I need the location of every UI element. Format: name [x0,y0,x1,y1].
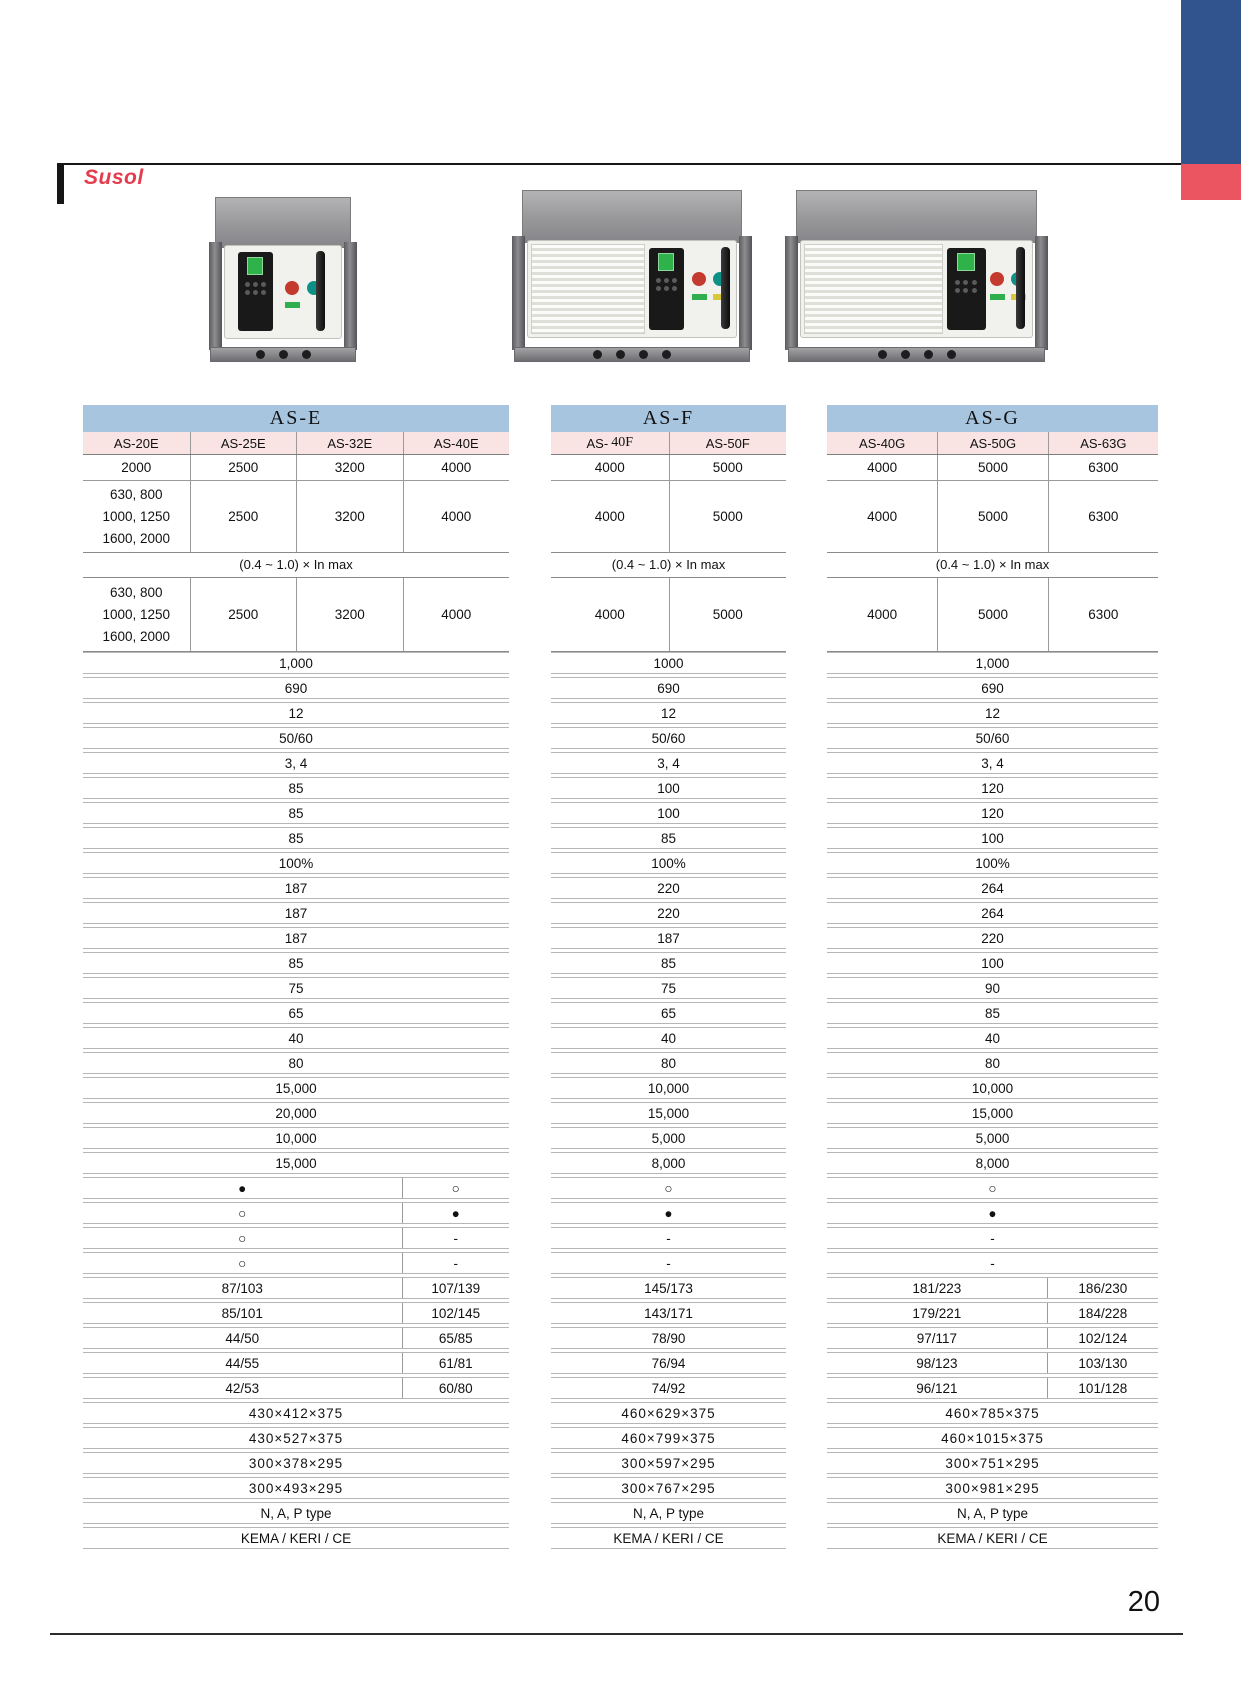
trip-unit-display [957,253,975,271]
breaker-top-cover [215,197,351,248]
table-cell-left: 97/117 [827,1328,1048,1348]
table-row: 460×799×375 [551,1427,786,1449]
table-row: 300×378×295 [83,1452,509,1474]
frame-value: 6300 [1048,455,1158,480]
table-row: - [551,1252,786,1274]
table-row: 3, 4 [551,752,786,774]
table-cell-right: 186/230 [1078,1280,1128,1296]
rated-current-row [83,481,509,553]
base-knob-icon [616,350,625,359]
table-row: 145/173 [551,1277,786,1299]
frame-value: 5000 [669,455,787,480]
table-row: 85 [551,952,786,974]
status-label-icon [285,302,300,308]
model-name: AS-40G [859,435,906,451]
trip-unit-module [649,248,684,331]
table-title: AS-F [551,405,786,432]
header-rule [57,163,1181,165]
rated-value: 3200 [296,481,403,552]
table-cell-left: ○ [83,1228,403,1248]
base-knob-icon [256,350,265,359]
model-name: AS-20E [113,435,159,451]
side-rail-right-icon [739,236,752,350]
trip-unit-keys [955,280,977,293]
table-cell-right: ○ [451,1180,460,1196]
table-row: 15,000 [83,1077,509,1099]
table-row: 40 [827,1027,1158,1049]
rated-current-row [827,481,1158,553]
setting-range-note: (0.4 ~ 1.0) × In max [551,553,786,578]
table-cell-right: 184/228 [1078,1305,1128,1321]
model-name: AS-50G [937,432,1047,454]
spec-table-as-e [83,405,509,1552]
setting-current-list: 630, 800 1000, 1250 1600, 2000 [102,584,171,644]
setting-value: 3200 [296,578,403,651]
table-row: 100% [827,852,1158,874]
table-row: 300×751×295 [827,1452,1158,1474]
table-row: 220 [827,927,1158,949]
frame-row [827,455,1158,481]
front-panel [800,240,1033,338]
model-name: AS- 40F [586,435,633,451]
setting-value: 4000 [867,607,898,622]
table-row: 15,000 [827,1102,1158,1124]
table-row: 85 [827,1002,1158,1024]
table-row: - [827,1227,1158,1249]
table-cell-left: ● [83,1178,403,1198]
table-row: - [551,1227,786,1249]
table-row: N, A, P type [83,1502,509,1524]
current-setting-row [827,578,1158,652]
table-cell-left: 87/103 [83,1278,403,1298]
table-row: N, A, P type [551,1502,786,1524]
table-row: 8,000 [551,1152,786,1174]
corner-red-block [1181,164,1241,200]
table-row: 220 [551,877,786,899]
table-row: 12 [827,702,1158,724]
brand-logo: Susol [84,166,144,189]
spec-table-as-f [551,405,786,1552]
table-row: ● [827,1202,1158,1224]
table-cell-right: 102/124 [1078,1330,1128,1346]
table-row: 690 [83,677,509,699]
table-cell-left: 181/223 [827,1278,1048,1298]
model-name: AS-63G [1048,432,1158,454]
breaker-top-cover [522,190,743,243]
table-row [83,1277,509,1299]
rated-current-list: 630, 800 1000, 1250 1600, 2000 [102,486,171,546]
frame-value: 2500 [190,455,297,480]
product-photo-as-f [512,190,752,362]
setting-range-note: (0.4 ~ 1.0) × In max [827,553,1158,578]
table-row: 85 [83,802,509,824]
table-cell-left: ○ [83,1203,403,1223]
spec-table-as-g [827,405,1158,1552]
rated-value: 4000 [594,509,625,524]
model-header-row [827,432,1158,455]
trip-unit-keys [656,278,676,291]
table-row: 20,000 [83,1102,509,1124]
table-title: AS-G [827,405,1158,432]
setting-range-note: (0.4 ~ 1.0) × In max [83,553,509,578]
table-row: 15,000 [83,1152,509,1174]
table-row: ● [551,1202,786,1224]
table-row [83,1327,509,1349]
model-name: AS-50F [669,432,787,454]
table-row: KEMA / KERI / CE [551,1527,786,1549]
frame-value: 4000 [594,460,625,475]
table-row: 50/60 [551,727,786,749]
table-row: KEMA / KERI / CE [827,1527,1158,1549]
base-knob-icon [947,350,956,359]
frame-value: 4000 [403,455,510,480]
rated-value: 4000 [867,509,898,524]
rated-current-row [551,481,786,553]
table-row [83,1352,509,1374]
model-name: AS-40E [403,432,510,454]
setting-value: 5000 [937,578,1047,651]
trip-unit-display [658,253,674,271]
table-row: 100 [827,827,1158,849]
handle-bar [316,251,325,330]
table-body [83,652,509,1549]
table-row: 75 [551,977,786,999]
table-row: - [827,1252,1158,1274]
table-cell-left: 179/221 [827,1303,1048,1323]
table-row [83,1377,509,1399]
side-rail-left-icon [512,236,525,350]
table-row: 40 [551,1027,786,1049]
table-row: 85 [551,827,786,849]
table-row: 430×412×375 [83,1402,509,1424]
table-row: 90 [827,977,1158,999]
trip-unit-display [247,257,263,274]
table-row: 187 [83,902,509,924]
frame-row [551,455,786,481]
setting-value: 5000 [669,578,787,651]
model-header-row [551,432,786,455]
table-row: 3, 4 [827,752,1158,774]
table-row [83,1252,509,1274]
table-row: 1000 [551,652,786,674]
model-header-row [83,432,509,455]
table-row [827,1302,1158,1324]
trip-unit-module [947,248,986,331]
side-rail-left-icon [209,242,222,351]
table-row: 690 [551,677,786,699]
table-row: 80 [551,1052,786,1074]
side-rail-right-icon [1035,236,1048,350]
base-knob-icon [593,350,602,359]
table-row: 12 [551,702,786,724]
table-row: N, A, P type [827,1502,1158,1524]
table-cell-left: 44/55 [83,1353,403,1373]
off-button-icon [990,272,1004,286]
table-row: 264 [827,877,1158,899]
table-row: 100% [551,852,786,874]
table-row: 264 [827,902,1158,924]
table-row: 300×597×295 [551,1452,786,1474]
corner-blue-block [1181,0,1241,164]
table-row [83,1202,509,1224]
table-cell-right: 60/80 [438,1380,473,1396]
table-row: 690 [827,677,1158,699]
table-row: KEMA / KERI / CE [83,1527,509,1549]
product-photo-as-e [209,197,357,362]
table-row: 74/92 [551,1377,786,1399]
table-row: 85 [83,777,509,799]
table-row: 300×767×295 [551,1477,786,1499]
table-row: 460×785×375 [827,1402,1158,1424]
current-setting-row [551,578,786,652]
table-row [827,1327,1158,1349]
table-cell-right: 102/145 [431,1305,481,1321]
table-row [827,1377,1158,1399]
current-setting-row [83,578,509,652]
table-row: 120 [827,802,1158,824]
table-cell-left: 42/53 [83,1378,403,1398]
table-row: 85 [83,952,509,974]
table-row: 75 [83,977,509,999]
table-cell-right: 107/139 [431,1280,481,1296]
model-name: AS-25E [190,432,297,454]
table-body [551,652,786,1549]
table-row: 460×1015×375 [827,1427,1158,1449]
mounting-base [788,347,1046,362]
setting-value: 4000 [594,607,625,622]
ventilation-panel [531,244,645,334]
front-panel [527,240,737,338]
table-cell-right: 65/85 [438,1330,473,1346]
table-row: 300×493×295 [83,1477,509,1499]
base-knob-icon [302,350,311,359]
table-row: 300×981×295 [827,1477,1158,1499]
rated-value: 5000 [669,481,787,552]
table-row: ○ [551,1177,786,1199]
status-label-icon [990,294,1005,300]
table-row: 5,000 [551,1127,786,1149]
base-knob-icon [662,350,671,359]
model-name: AS-32E [296,432,403,454]
frame-value: 5000 [937,455,1047,480]
table-cell-right: - [453,1255,458,1271]
setting-value: 2500 [190,578,297,651]
table-row: 187 [83,927,509,949]
base-knob-icon [924,350,933,359]
rated-value: 4000 [403,481,510,552]
breaker-top-cover [796,190,1038,243]
table-row: 100 [827,952,1158,974]
base-knob-icon [639,350,648,359]
table-row: 50/60 [827,727,1158,749]
status-label-icon [692,294,707,300]
mounting-base [514,347,749,362]
frame-row [83,455,509,481]
table-row: 1,000 [83,652,509,674]
table-row: 15,000 [551,1102,786,1124]
table-row: 187 [551,927,786,949]
setting-value: 6300 [1048,578,1158,651]
table-row: 460×629×375 [551,1402,786,1424]
table-row: 78/90 [551,1327,786,1349]
table-cell-left: 44/50 [83,1328,403,1348]
mounting-base [210,347,355,362]
table-row [83,1302,509,1324]
table-row: ○ [827,1177,1158,1199]
table-row: 3, 4 [83,752,509,774]
table-cell-right: - [453,1230,458,1246]
table-row: 10,000 [551,1077,786,1099]
setting-value: 4000 [403,578,510,651]
handle-bar [721,247,730,330]
table-cell-right: 103/130 [1078,1355,1128,1371]
table-row: 12 [83,702,509,724]
frame-value: 4000 [867,460,898,475]
table-row [827,1352,1158,1374]
base-knob-icon [279,350,288,359]
table-cell-right: 61/81 [438,1355,473,1371]
table-body [827,652,1158,1549]
table-cell-left: 85/101 [83,1303,403,1323]
table-row: 120 [827,777,1158,799]
handle-bar [1016,247,1025,330]
table-row: 65 [83,1002,509,1024]
side-rail-right-icon [344,242,357,351]
side-rail-left-icon [785,236,798,350]
rated-value: 5000 [937,481,1047,552]
table-cell-right: ● [451,1205,460,1221]
table-cell-right: 101/128 [1078,1380,1128,1396]
table-row: 1,000 [827,652,1158,674]
frame-value: 3200 [296,455,403,480]
table-row: 50/60 [83,727,509,749]
table-row: 80 [83,1052,509,1074]
table-cell-left: 98/123 [827,1353,1048,1373]
table-row: 220 [551,902,786,924]
footer-rule [50,1633,1183,1635]
page-number: 20 [1127,1586,1160,1618]
trip-unit-module [238,252,273,331]
rated-value: 2500 [190,481,297,552]
table-row: 8,000 [827,1152,1158,1174]
base-knob-icon [878,350,887,359]
ventilation-panel [804,244,943,334]
table-row: 80 [827,1052,1158,1074]
table-row: 10,000 [83,1127,509,1149]
table-row: 187 [83,877,509,899]
front-panel [224,245,342,339]
table-title: AS-E [83,405,509,432]
frame-value: 2000 [121,460,152,475]
header-tick [57,163,64,204]
table-row: 430×527×375 [83,1427,509,1449]
table-cell-left: ○ [83,1253,403,1273]
table-row: 76/94 [551,1352,786,1374]
table-row: 143/171 [551,1302,786,1324]
table-row: 10,000 [827,1077,1158,1099]
table-row: 65 [551,1002,786,1024]
rated-value: 6300 [1048,481,1158,552]
off-button-icon [692,272,706,286]
table-row: 5,000 [827,1127,1158,1149]
off-button-icon [285,281,299,295]
table-row: 100% [83,852,509,874]
product-photo-as-g [785,190,1048,362]
table-cell-left: 96/121 [827,1378,1048,1398]
table-row [83,1227,509,1249]
table-row [827,1277,1158,1299]
table-row [83,1177,509,1199]
base-knob-icon [901,350,910,359]
trip-unit-keys [245,282,264,295]
table-row: 100 [551,777,786,799]
table-row: 85 [83,827,509,849]
table-row: 100 [551,802,786,824]
table-row: 40 [83,1027,509,1049]
